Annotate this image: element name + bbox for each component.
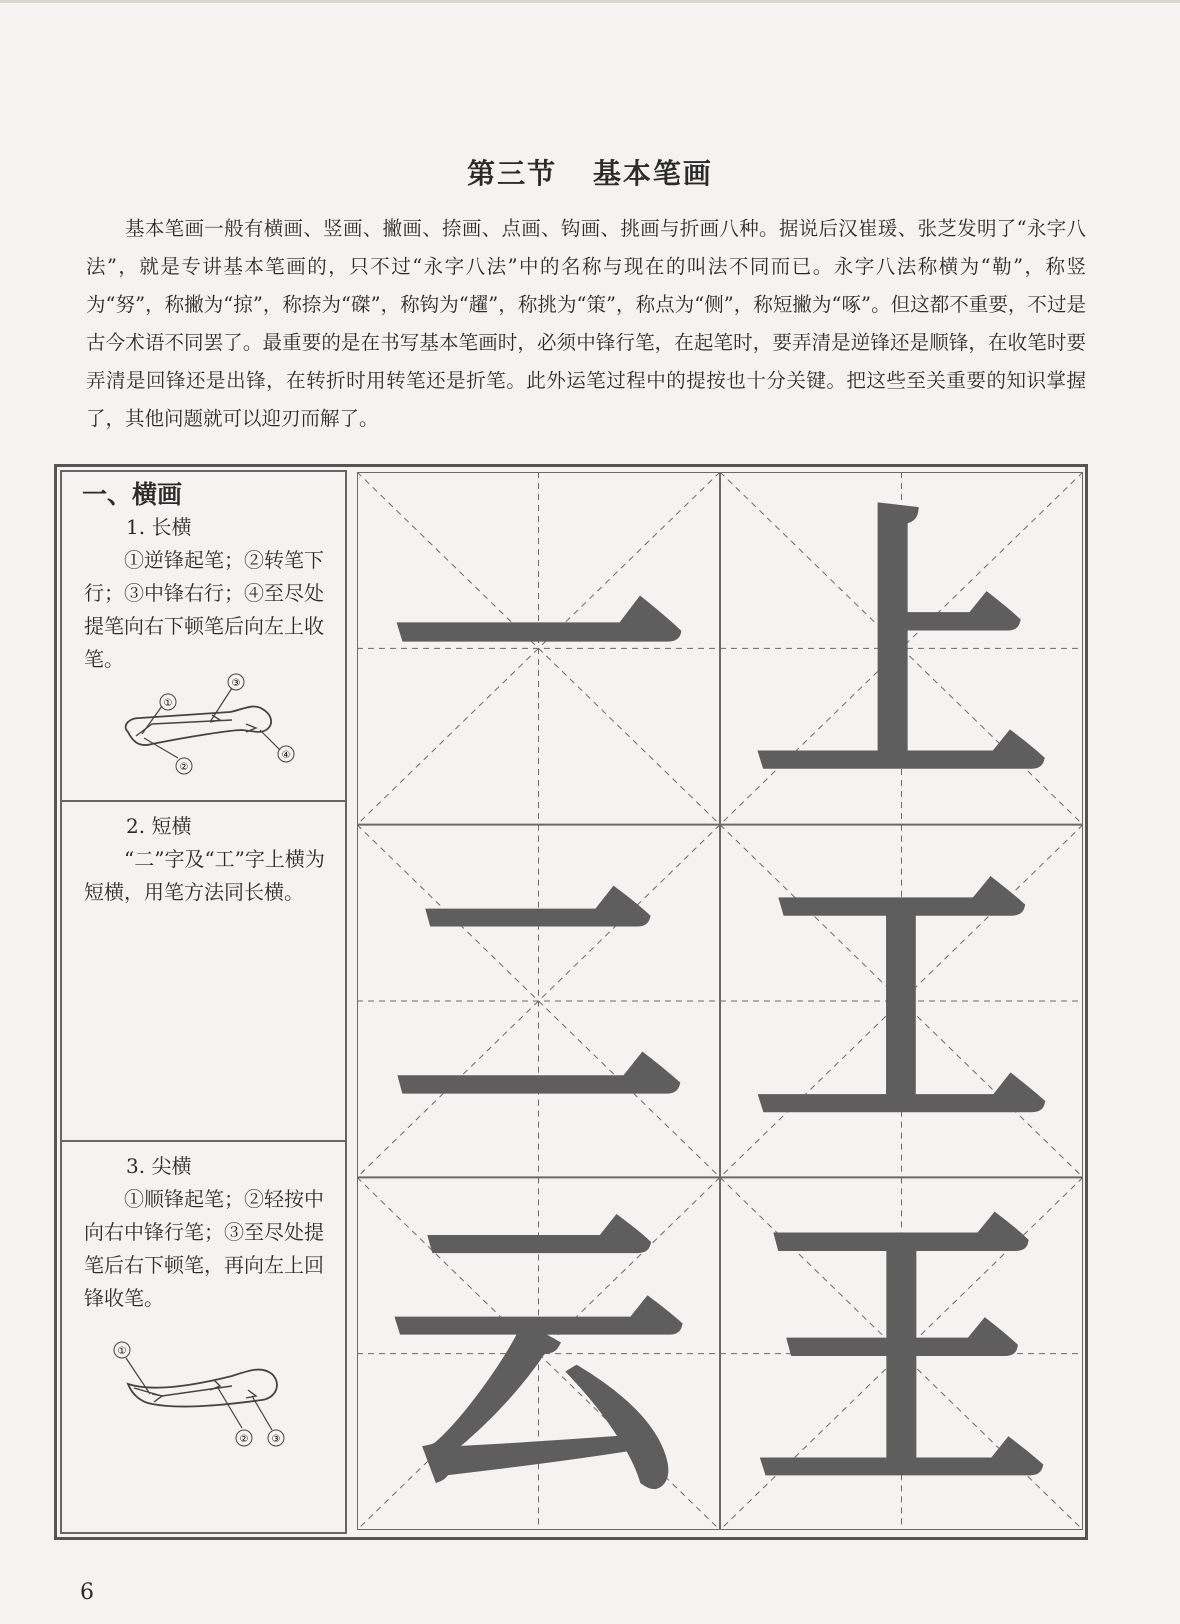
stroke-title: 1. 长横 <box>126 515 192 539</box>
practice-character: 云 <box>388 1183 689 1530</box>
intro-text-block <box>86 210 1086 438</box>
practice-character: 工 <box>751 831 1052 1180</box>
character-grid <box>357 472 1083 1530</box>
marker-3: ③ <box>271 1434 281 1445</box>
marker-3: ③ <box>231 678 241 689</box>
stroke-category-heading: 一、横画 <box>82 480 183 509</box>
long-stroke-cell <box>62 472 345 802</box>
marker-1: ① <box>163 698 173 709</box>
page-number: 6 <box>80 1580 94 1605</box>
section-name: 基本笔画 <box>592 157 713 190</box>
stroke-description: “二”字及“工”字上横为短横，用笔方法同长横。 <box>84 847 325 904</box>
intro-paragraph: 基本笔画一般有横画、竖画、撇画、捺画、点画、钩画、挑画与折画八种。据说后汉崔瑗、张芝发明了“永字八法”，就是专讲基本笔画的，只不过“永字八法”中的名称与现在的叫法不同而已。永字八法称横为“勒”，称竖为“努”，称撇为“掠”，称捺为“磔”，称钩为“趯”，称挑为“策”，称点为“侧”，称短撇为“啄”。但这都不重要，不过是古今术语不同罢了。最重要的是在书写基本笔画时，必须中锋行笔，在起笔时，要弄清是逆锋还是顺锋，在收笔时要弄清是回锋还是出锋，在转折时用转笔还是折笔。此外运笔过程中的提按也十分关键。把这些至关重要的知识掌握了，其他问题就可以迎刃而解了。 <box>86 217 1086 430</box>
top-edge-line <box>0 0 1180 3</box>
stroke-title: 3. 尖横 <box>126 1154 192 1178</box>
marker-1: ① <box>117 1346 127 1357</box>
practice-character: 上 <box>751 478 1052 828</box>
practice-character: 王 <box>751 1183 1052 1530</box>
character-grid-svg <box>357 472 1083 1530</box>
stroke-description: ①顺锋起笔；②轻按中向右中锋行笔；③至尽处提笔后右下顿笔，再向左上回锋收笔。 <box>84 1187 324 1310</box>
short-stroke-cell <box>62 802 345 1142</box>
marker-2: ② <box>179 762 189 773</box>
marker-4: ④ <box>281 750 291 761</box>
practice-character: 二 <box>388 831 689 1180</box>
section-number: 第三节 <box>467 157 558 190</box>
instruction-column <box>60 470 347 1534</box>
page-title <box>0 152 1180 192</box>
marker-2: ② <box>239 1434 249 1445</box>
practice-character: 一 <box>388 478 689 828</box>
pointed-stroke-cell <box>62 1142 345 1532</box>
stroke-title: 2. 短横 <box>126 814 192 838</box>
stroke-description: ①逆锋起笔；②转笔下行；③中锋右行；④至尽处提笔向右下顿笔后向左上收笔。 <box>84 548 324 671</box>
